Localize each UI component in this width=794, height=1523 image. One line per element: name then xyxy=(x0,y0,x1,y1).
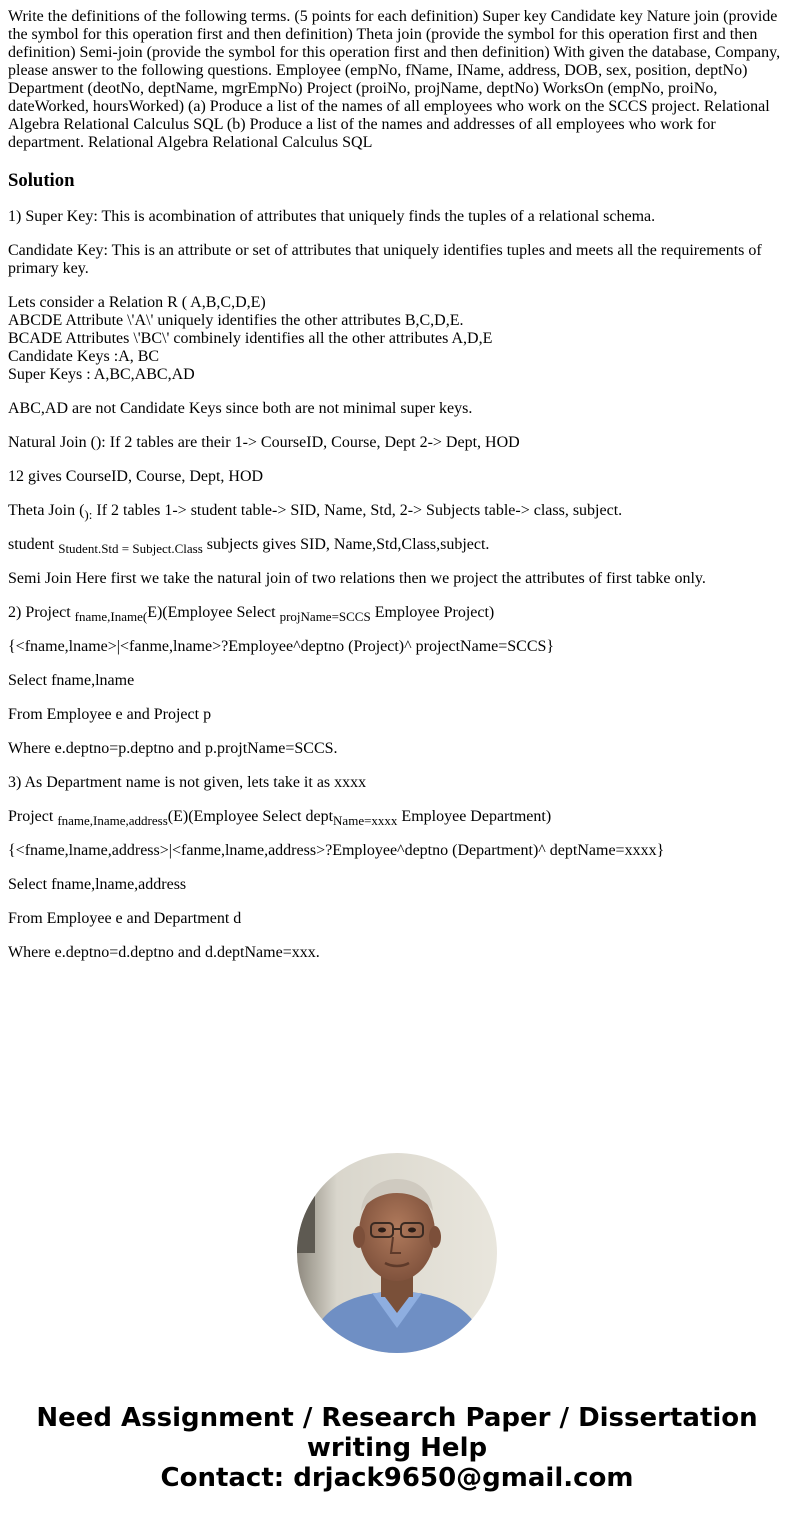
q3-text: Project xyxy=(8,808,58,825)
q3-relational-algebra xyxy=(8,808,786,829)
theta-join-text: Theta Join ( xyxy=(8,502,85,519)
q2-text: 2) Project xyxy=(8,604,75,621)
q3-projection: fname,Iname,address xyxy=(57,813,168,829)
not-candidate-note: ABC,AD are not Candidate Keys since both are not minimal super keys. xyxy=(8,400,473,417)
theta-join-definition xyxy=(8,502,786,523)
theta-example-text: subjects gives SID, Name,Std,Class,subject. xyxy=(202,536,490,553)
example-line: ABCDE Attribute \'A\' uniquely identifies the other attributes B,C,D,E. xyxy=(8,312,464,329)
q2-sql-line: Where e.deptno=p.deptno and p.projtName=SCCS. xyxy=(8,740,338,757)
question-text: Write the definitions of the following terms. (5 points for each definition) Super key Candidate key Nature join (provide the symbol for this operation first and then definition) Theta join (provide the symbol for this operation first and then definition) Semi-join (provide the symbol for this operation first and then definition) With given the database, Company, please answer to the following questions. Employee (empNo, fName, IName, address, DOB, sex, position, deptNo) Department (deotNo, deptName, mgrEmpNo) Project (proiNo, projName, deptNo) WorksOn (empNo, proiNo, dateWorked, hoursWorked) (a) Produce a list of the names of all employees who work on the SCCS project. Relational Algebra Relational Calculus SQL (b) Produce a list of the names and addresses of all employees who work for department. Relational Algebra Relational Calculus SQL xyxy=(8,8,781,151)
theta-example-text: student xyxy=(8,536,59,553)
q2-text: Employee Project) xyxy=(370,604,495,621)
q3-text: Employee Department) xyxy=(397,808,552,825)
example-line: Candidate Keys :A, BC xyxy=(8,348,160,365)
q2-text: E)(Employee Select xyxy=(147,604,280,621)
banner-line: Need Assignment / Research Paper / Dissertation xyxy=(36,1403,758,1433)
semi-join-definition: Semi Join Here first we take the natural join of two relations then we project the attributes of first tabke only. xyxy=(8,570,706,587)
q2-projection: fname,Iname( xyxy=(74,609,148,625)
avatar xyxy=(297,1153,497,1353)
q3-sql-line: Where e.deptno=d.deptno and d.deptName=xxx. xyxy=(8,944,320,961)
theta-join-text: If 2 tables 1-> student table-> SID, Name, Std, 2-> Subjects table-> class, subject. xyxy=(92,502,623,519)
q3-sql-line: From Employee e and Department d xyxy=(8,910,242,927)
q2-relational-algebra xyxy=(8,604,786,625)
natural-join-result: 12 gives CourseID, Course, Dept, HOD xyxy=(8,468,264,485)
q2-relational-calculus: {<fname,lname>|<fanme,lname>?Employee^deptno (Project)^ projectName=SCCS} xyxy=(8,638,555,655)
q3-selection: Name=xxxx xyxy=(333,813,398,829)
q2-sql-line: From Employee e and Project p xyxy=(8,706,212,723)
q3-text: (E)(Employee Select dept xyxy=(167,808,334,825)
theta-join-symbol: ): xyxy=(84,507,93,523)
super-key-definition: 1) Super Key: This is acombination of attributes that uniquely finds the tuples of a relational schema. xyxy=(8,208,656,225)
q2-sql-line: Select fname,lname xyxy=(8,672,135,689)
theta-condition: Student.Std = Subject.Class xyxy=(58,541,203,557)
contact-email: Contact: drjack9650@gmail.com xyxy=(160,1463,634,1493)
theta-join-example xyxy=(8,536,786,557)
q3-intro: 3) As Department name is not given, lets take it as xxxx xyxy=(8,774,367,791)
q2-selection: projName=SCCS xyxy=(279,609,371,625)
solution-heading: Solution xyxy=(8,170,75,191)
example-line: Lets consider a Relation R ( A,B,C,D,E) xyxy=(8,294,266,311)
q3-relational-calculus: {<fname,lname,address>|<fanme,lname,address>?Employee^deptno (Department)^ deptName=xxxx} xyxy=(8,842,665,859)
help-banner xyxy=(0,1403,794,1493)
candidate-key-definition: Candidate Key: This is an attribute or set of attributes that uniquely identifies tuples and meets all the requirements of primary key. xyxy=(8,242,762,277)
example-line: Super Keys : A,BC,ABC,AD xyxy=(8,366,195,383)
relation-example xyxy=(8,294,786,384)
banner-line: writing Help xyxy=(306,1433,488,1463)
q3-sql-line: Select fname,lname,address xyxy=(8,876,187,893)
portrait-photo xyxy=(297,1153,497,1353)
example-line: BCADE Attributes \'BC\' combinely identifies all the other attributes A,D,E xyxy=(8,330,493,347)
natural-join-definition: Natural Join (): If 2 tables are their 1-> CourseID, Course, Dept 2-> Dept, HOD xyxy=(8,434,520,451)
